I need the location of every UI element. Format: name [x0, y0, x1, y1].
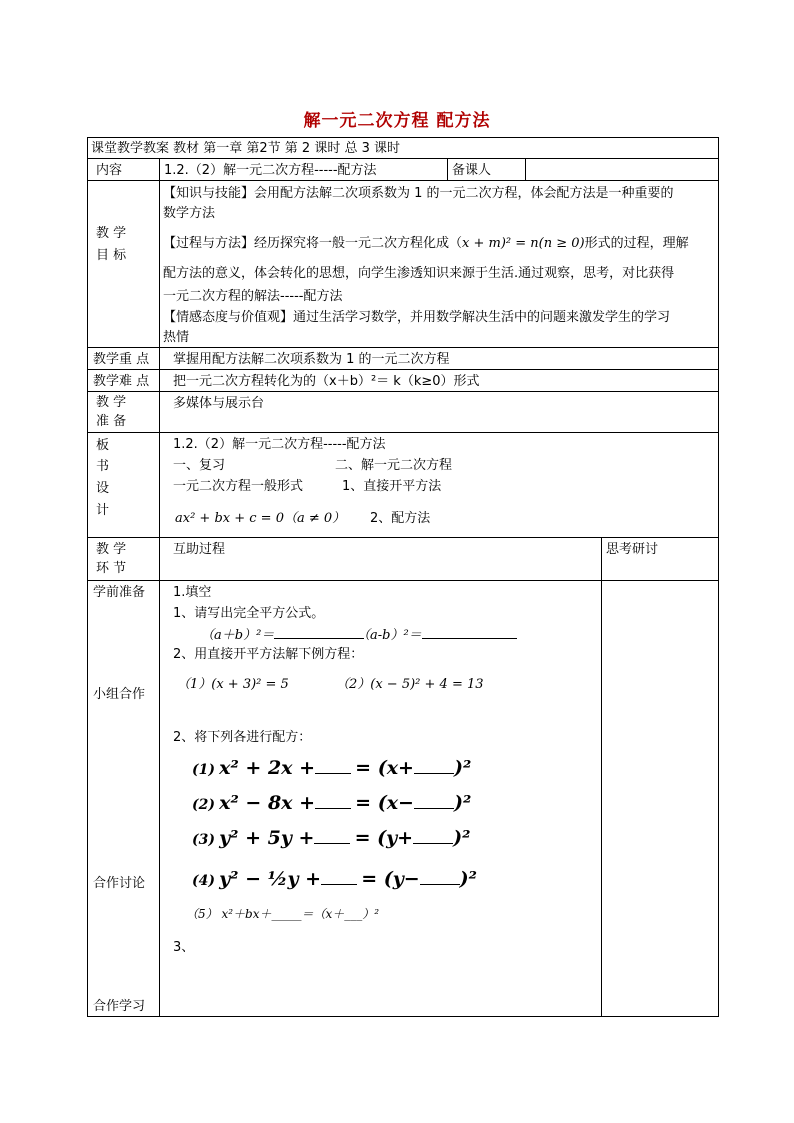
equation: （1）(x + 3)² = 5 — [177, 677, 289, 692]
preparer-label: 备课人 — [452, 163, 492, 178]
content-value: 1.2.（2）解一元二次方程-----配方法 — [164, 163, 377, 178]
content-label: 内容 — [96, 163, 123, 178]
prep-value: 多媒体与展示台 — [173, 396, 265, 411]
square-item: (4) y² − ½y + = (y− )² — [192, 868, 477, 890]
steps-label: 教 学 — [96, 542, 127, 557]
board-line: 一元二次方程一般形式 — [173, 479, 304, 494]
question: 2、用直接开平方法解下例方程： — [173, 647, 364, 662]
column-divider — [159, 158, 160, 1017]
row-divider — [87, 347, 719, 348]
row-divider — [87, 369, 719, 370]
board-label: 设 — [96, 481, 110, 496]
goal-attitude: 【情感态度与价值观】通过生活学习数学，并用数学解决生活中的问题来激发学生的学习 — [163, 310, 671, 325]
goal-process: 一元二次方程的解法-----配方法 — [163, 289, 343, 304]
prep-label: 教 学 — [96, 395, 127, 410]
key-point-label: 教学重 点 — [93, 352, 150, 367]
board-line: 一、复习 — [173, 458, 226, 473]
square-item: (2) x² − 8x + = (x− )² — [192, 792, 472, 814]
square-item: (3) y² + 5y + = (y+ )² — [192, 827, 471, 849]
prep-label: 准 备 — [96, 414, 127, 429]
stage-label: 合作讨论 — [93, 876, 146, 891]
board-label: 板 — [96, 438, 110, 453]
question: 2、将下列各进行配方： — [173, 730, 312, 745]
goal-process: 配方法的意义，体会转化的思想，向学生渗透知识来源于生活.通过观察，思考，对比获得 — [163, 266, 675, 281]
board-label: 计 — [96, 503, 110, 518]
board-line: 1.2.（2）解一元二次方程-----配方法 — [173, 437, 386, 452]
board-line: 二、解一元二次方程 — [335, 458, 453, 473]
goals-label: 目 标 — [96, 248, 127, 263]
board-formula: ax² + bx + c = 0（a ≠ 0） — [175, 511, 346, 526]
formula-blank: （a＋b）²＝ — [201, 626, 364, 644]
board-label: 书 — [96, 459, 110, 474]
difficulty-label: 教学难 点 — [93, 374, 150, 389]
question: 1、请写出完全平方公式。 — [173, 606, 325, 621]
row-divider — [87, 580, 719, 581]
row-divider — [87, 432, 719, 433]
square-item-5: （5） x²＋bx＋_____＝（x＋___）² — [186, 907, 380, 921]
goal-knowledge: 【知识与技能】会用配方法解二次项系数为 1 的一元二次方程，体会配方法是一种重要的 — [163, 186, 674, 201]
row-divider — [87, 158, 719, 159]
row-divider — [87, 537, 719, 538]
stage-label: 小组合作 — [93, 687, 146, 702]
column-divider — [601, 537, 602, 1017]
goal-process: 【过程与方法】经历探究将一般一元二次方程化成（x + m)² = n(n ≥ 0)形式的过程，理解 — [163, 236, 689, 251]
goals-label: 教 学 — [96, 226, 127, 241]
reflection-header: 思考研讨 — [606, 542, 659, 557]
document-title: 解一元二次方程 配方法 — [303, 111, 491, 131]
equation: （2）(x − 5)² + 4 = 13 — [336, 677, 484, 692]
key-point-value: 掌握用配方法解二次项系数为 1 的一元二次方程 — [173, 352, 450, 367]
fill-title: 1.填空 — [173, 585, 212, 600]
formula-blank: （a-b）²＝ — [357, 626, 517, 644]
goal-knowledge: 数学方法 — [163, 206, 216, 221]
board-line: 1、直接开平方法 — [342, 479, 442, 494]
steps-label: 环 节 — [96, 561, 127, 576]
difficulty-value: 把一元二次方程转化为的（x＋b）²＝ k（k≥0）形式 — [173, 374, 480, 389]
square-item: (1) x² + 2x + = (x+ )² — [192, 757, 472, 779]
column-divider — [525, 158, 526, 180]
process-header: 互助过程 — [173, 542, 226, 557]
stage-label: 学前准备 — [93, 585, 146, 600]
column-divider — [447, 158, 448, 180]
question: 3、 — [173, 940, 195, 955]
board-line: 2、配方法 — [370, 511, 431, 526]
row-divider — [87, 391, 719, 392]
stage-label: 合作学习 — [93, 999, 146, 1014]
row-divider — [87, 180, 719, 181]
goal-attitude: 热情 — [163, 330, 190, 345]
header-row-text: 课堂教学教案 教材 第一章 第2节 第 2 课时 总 3 课时 — [91, 141, 401, 156]
